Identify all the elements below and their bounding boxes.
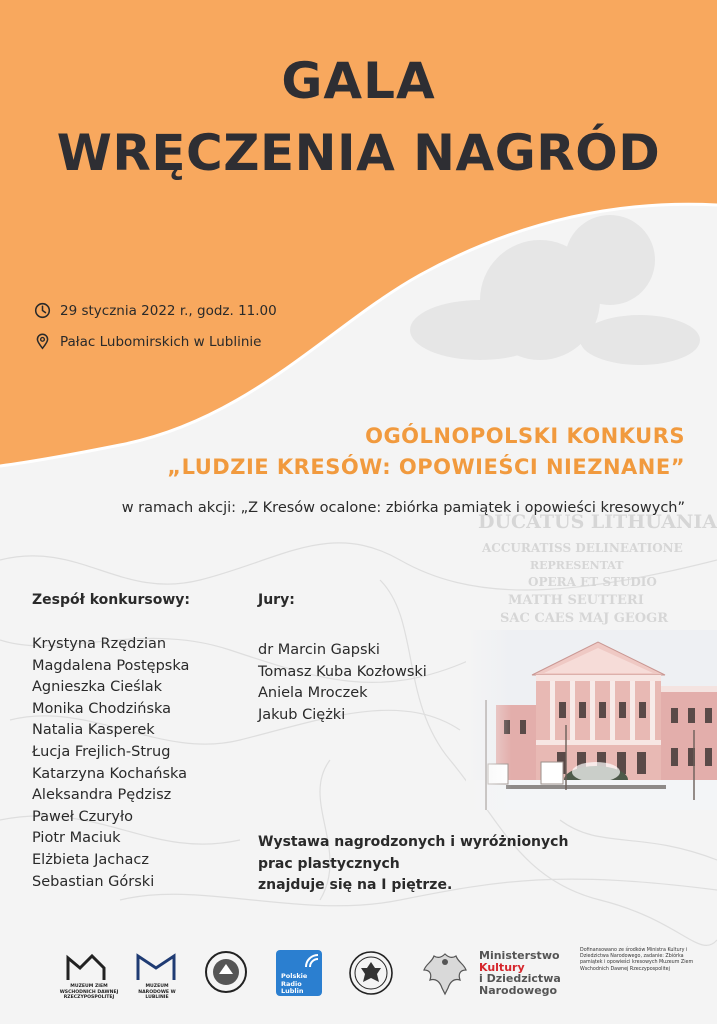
- contest-action-subtitle: w ramach akcji: „Z Kresów ocalone: zbiórka pamiątek i opowieści kresowych”: [121, 500, 685, 516]
- radio-waves-icon: [304, 953, 320, 969]
- exhibition-note: [258, 832, 568, 897]
- polskie-radio-lublin-logo: Polskie Radio Lublin: [276, 950, 322, 996]
- polish-eagle-emblem-icon: [420, 948, 470, 998]
- round-stamp-logo-icon: [204, 950, 248, 994]
- map-cartouche-line: REPRESENTAT: [530, 559, 624, 572]
- team-member: Krystyna Rzędzian: [32, 636, 167, 652]
- funding-note: Dofinansowano ze środków Ministra Kultury i Dziedzictwa Narodowego, zadanie: Zbiórka pamiątek i opowieści kresowych Muzeum Ziem Wschodnich Dawnej Rzeczypospolitej: [580, 948, 694, 972]
- contest-title-line-2: „LUDZIE KRESÓW: OPOWIEŚCI NIEZNANE”: [167, 455, 685, 479]
- team-member: Monika Chodzińska: [32, 700, 172, 717]
- event-place-row: [34, 333, 261, 350]
- ministry-line: Ministerstwo: [479, 949, 560, 962]
- location-pin-icon: [34, 333, 51, 350]
- title-line-1: GALA: [281, 52, 436, 110]
- museum-national-logo-text: MUZEUM NARODOWE W LUBLINIE: [138, 984, 176, 1000]
- palace-photo: [466, 630, 717, 810]
- map-cartouche-line: SAC CAES MAJ GEOGR: [500, 611, 668, 626]
- team-member: Sebastian Górski: [32, 873, 155, 890]
- team-member: Piotr Maciuk: [32, 830, 121, 847]
- event-date: 29 stycznia 2022 r., godz. 11.00: [60, 302, 277, 319]
- clock-icon: [34, 302, 51, 319]
- event-date-row: [34, 302, 277, 319]
- exhibition-line: prac plastycznych: [258, 855, 400, 872]
- exhibition-line: Wystawa nagrodzonych i wyróżnionych: [258, 834, 569, 850]
- team-list: [32, 634, 189, 893]
- jury-list: [258, 640, 427, 726]
- team-member: Magdalena Postępska: [32, 657, 190, 674]
- jury-member: dr Marcin Gapski: [258, 642, 380, 658]
- museum-borderlands-logo-icon: [66, 952, 110, 982]
- map-cartouche-line: OPERA ET STUDIO: [528, 575, 657, 589]
- museum-borderlands-logo-text: MUZEUM ZIEM WSCHODNICH DAWNEJ RZECZYPOSPOLITEJ: [59, 984, 119, 1000]
- contest-title-line-1: OGÓLNOPOLSKI KONKURS: [365, 424, 685, 448]
- team-member: Elżbieta Jachacz: [32, 851, 149, 868]
- team-member: Natalia Kasperek: [32, 722, 155, 739]
- ministry-line: Narodowego: [479, 983, 558, 997]
- museum-national-logo-icon: [136, 952, 176, 982]
- team-member: Agnieszka Cieślak: [32, 679, 163, 696]
- map-cartouche-line: MATTH SEUTTERI: [508, 593, 644, 608]
- jury-member: Tomasz Kuba Kozłowski: [258, 663, 427, 680]
- exhibition-line: znajduje się na I piętrze.: [258, 877, 453, 893]
- team-heading: Zespół konkursowy:: [32, 592, 190, 608]
- map-cartouche-line: ACCURATISS DELINEATIONE: [482, 541, 683, 555]
- jury-member: Aniela Mroczek: [258, 685, 368, 702]
- jury-member: Jakub Ciężki: [258, 706, 346, 723]
- ministry-line: i Dziedzictwa: [479, 972, 561, 985]
- team-member: Paweł Czuryło: [32, 808, 133, 825]
- ministry-logo: [479, 950, 561, 996]
- event-place: Pałac Lubomirskich w Lublinie: [60, 333, 262, 350]
- map-cartouche-line: DUCATUS LITHUANIA: [478, 511, 717, 533]
- jury-heading: Jury:: [258, 592, 295, 608]
- institution-seal-icon: [348, 950, 394, 996]
- ministry-line: Kultury: [479, 960, 525, 974]
- team-member: Aleksandra Pędzisz: [32, 787, 172, 804]
- title-line-2: WRĘCZENIA NAGRÓD: [56, 124, 661, 182]
- team-member: Łucja Frejlich-Strug: [32, 743, 171, 760]
- team-member: Katarzyna Kochańska: [32, 765, 188, 782]
